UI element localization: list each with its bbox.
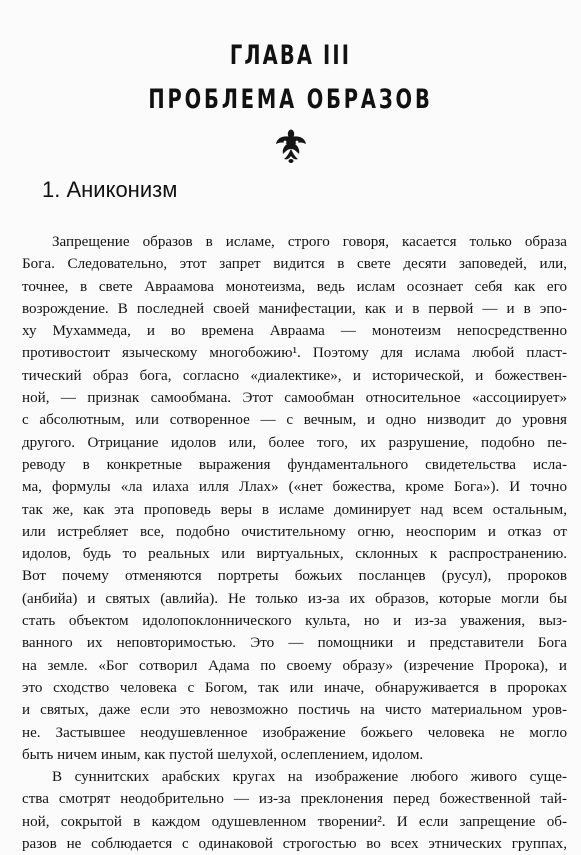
- paragraph: [22, 766, 567, 855]
- text-line: это сходство человека с Богом, так или иначе, обнаруживается в пророках: [22, 679, 567, 696]
- text-line: идолов, будь то реальных или виртуальных, склонных к распространению.: [22, 546, 567, 563]
- text-line: и святых, даже если это невозможно постичь на чисто материальном уров-: [22, 702, 567, 719]
- text-line: Вот почему отменяются портреты божьих посланцев (русул), пророков: [22, 568, 567, 585]
- text-line: Бога. Следовательно, этот запрет видится в свете десяти заповедей, или,: [22, 256, 567, 273]
- text-line: на земле. «Бог сотворил Адама по своему образу» (изречение Пророка), и: [22, 657, 567, 674]
- text-line: В суннитских арабских кругах на изображение любого живого суще-: [52, 769, 567, 786]
- body-text: [22, 231, 567, 855]
- text-line: или истребляет все, подобно очистительному огню, неоспорим и отказ от: [22, 523, 567, 540]
- text-line: ной, сокрытой в каждом одушевленном творении². И если запрещение об-: [22, 813, 567, 830]
- text-line: Запрещение образов в исламе, строго говоря, касается только образа: [52, 234, 567, 250]
- text-line: стать объектом идолопоклоннического культа, но и из-за уважения, выз-: [22, 613, 567, 630]
- chapter-number: ГЛАВА III: [229, 40, 352, 71]
- section-heading: 1. Аниконизм: [42, 177, 178, 202]
- text-line: противостоит языческому многобожию¹. Поэтому для ислама любой пласт-: [22, 345, 567, 362]
- text-line: ства смотрят неодобрительно — из-за преклонения перед божественной тай-: [22, 791, 567, 808]
- text-line: тический образ бога, согласно «диалектике», и исторической, и божествен-: [22, 367, 567, 384]
- text-line: не. Застывшее неодушевленное изображение божьего человека не могло: [22, 724, 567, 741]
- text-line: ма, формулы «ла илаха илля Ллах» («нет божества, кроме Бога»). И точно: [22, 479, 567, 496]
- text-line: другого. Отрицание идолов или, более того, их разрушение, подобно пе-: [22, 434, 567, 451]
- text-line: реводу в конкретные выражения фундаментального свидетельства исла-: [22, 456, 567, 473]
- text-line: с абсолютным, или сотворенное — с вечным, и одно низводит до уровня: [22, 412, 567, 429]
- text-line: так же, как эта проповедь веры в исламе доминирует над всем остальным,: [22, 501, 567, 518]
- text-line: возрождение. В последней своей манифестации, как и в первой — и в эпо-: [22, 300, 567, 317]
- text-line: ной, — признак самообмана. Этот самообман относительное «ассоциирует»: [22, 390, 567, 407]
- paragraph: [22, 231, 567, 766]
- text-line: быть ничем иным, как пустой шелухой, ослеплением, идолом.: [22, 746, 424, 763]
- text-line: точнее, в свете Авраамова монотеизма, ведь ислам осознает себя как его: [22, 278, 567, 295]
- floral-ornament-icon: [273, 129, 309, 163]
- chapter-title: ПРОБЛЕМА ОБРАЗОВ: [148, 84, 433, 115]
- text-line: (анбийа) и святых (авлийа). Не только из-за их образов, которые могли бы: [22, 590, 567, 607]
- text-line: ху Мухаммеда, и во времена Авраама — монотеизм непосредственно: [22, 323, 567, 340]
- text-line: ванного их неповторимостью. Это — помощники и представители Бога: [22, 635, 567, 652]
- text-line: разов не соблюдается с одинаковой строгостью во всех этнических группах,: [22, 836, 567, 853]
